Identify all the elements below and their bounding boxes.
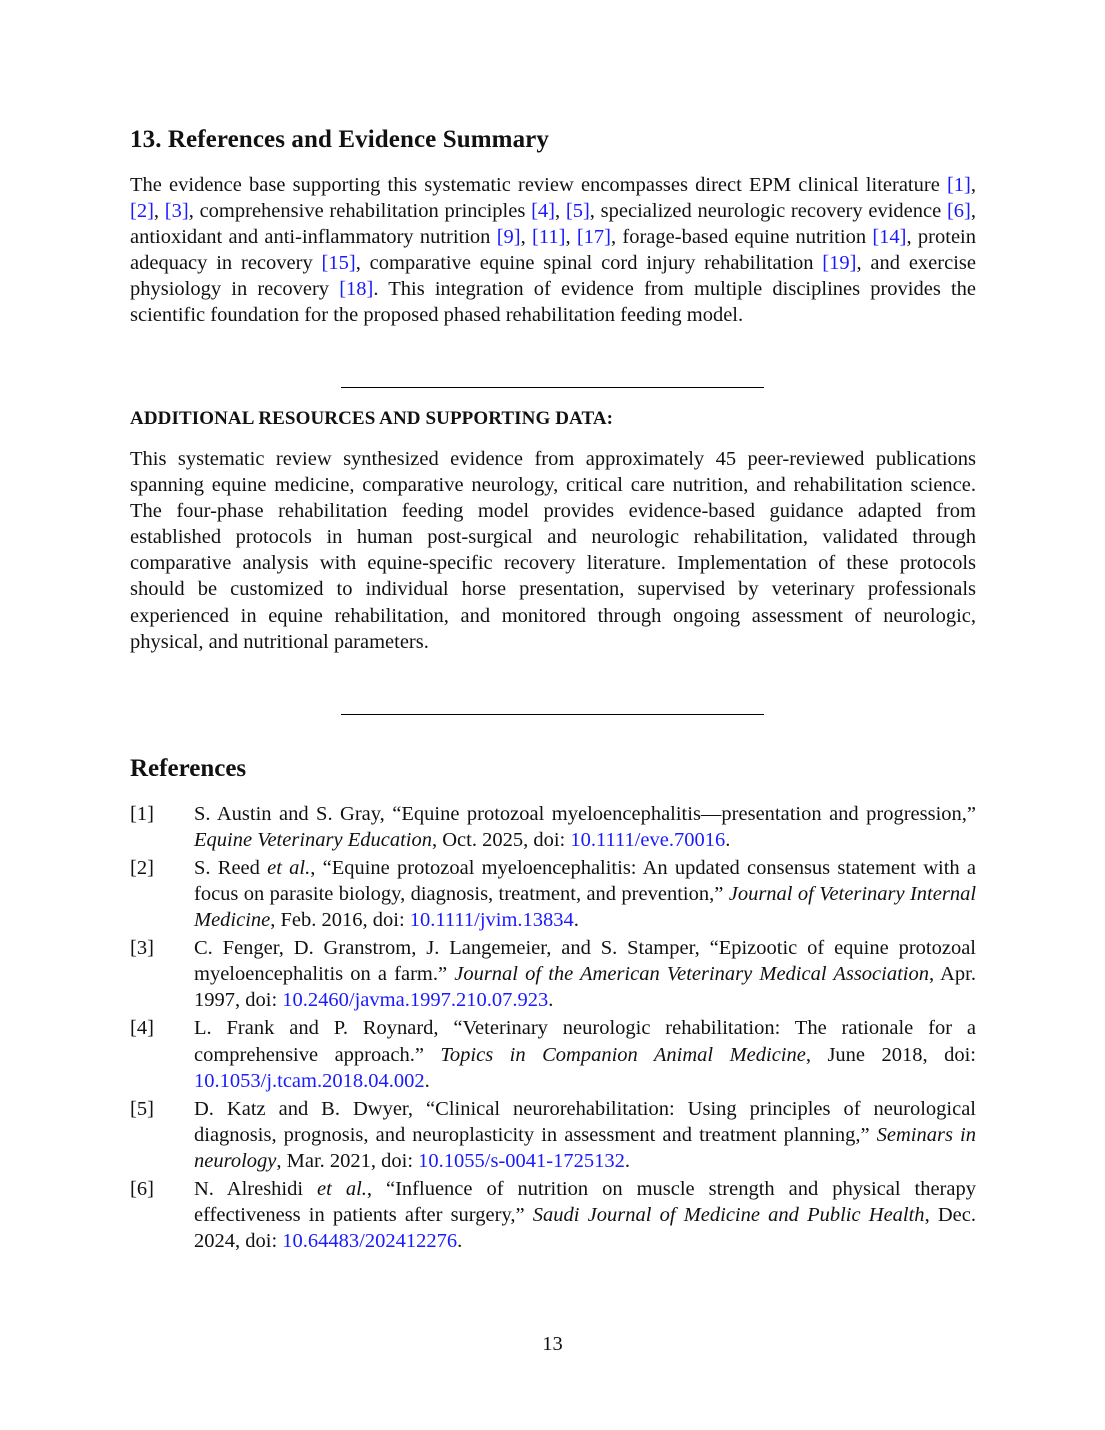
reference-journal: Saudi Journal of Medicine and Public Health — [532, 1203, 925, 1226]
reference-item — [130, 855, 976, 933]
reference-title: “Clinical neurorehabilitation: Using principles of neurological diagnosis, prognosis, and neuroplasticity in assessment and treatment planning,” — [194, 1097, 976, 1146]
reference-end: . — [424, 1069, 430, 1092]
reference-item — [130, 1096, 976, 1174]
reference-title: “Epizootic of equine protozoal myeloencephalitis on a farm.” — [194, 937, 977, 986]
doi-link[interactable]: 10.1111/jvim.13834 — [409, 909, 574, 932]
reference-item — [130, 1015, 976, 1093]
reference-number: [5] — [130, 1097, 154, 1120]
horizontal-rule — [341, 714, 764, 715]
reference-number: [6] — [130, 1177, 154, 1200]
paragraph-text: , comparative equine spinal cord injury rehabilitation — [355, 252, 823, 275]
reference-item — [130, 1176, 976, 1254]
citation-link[interactable]: [17] — [576, 226, 611, 249]
paragraph-text: , forage-based equine nutrition — [611, 226, 873, 249]
reference-number: [2] — [130, 857, 154, 880]
reference-authors: S. Austin and S. Gray, — [194, 803, 393, 825]
reference-end: . — [457, 1229, 463, 1252]
reference-title: , “Influence of nutrition on muscle strength and physical therapy effectiveness in patients after surgery,” — [194, 1177, 976, 1226]
citation-link[interactable]: [2] — [130, 200, 154, 223]
reference-date: , June 2018, doi: — [805, 1043, 976, 1066]
reference-date: , Oct. 2025, doi: — [431, 829, 571, 852]
citation-link[interactable]: [4] — [531, 200, 555, 223]
additional-resources-paragraph: This systematic review synthesized evidence from approximately 45 peer-reviewed publications spanning equine medicine, comparative neurology, critical care nutrition, and rehabilitation science. The four-phase rehabilitation feeding model provides evidence-based guidance adapted from established protocols in human post-surgical and neurologic rehabilitation, validated through comparative analysis with equine-specific recovery literature. Implementation of these protocols should be customized to individual horse presentation, supervised by veterinary professionals experienced in equine rehabilitation, and monitored through ongoing assessment of neurologic, physical, and nutritional parameters. — [130, 448, 976, 653]
citation-link[interactable]: [14] — [872, 226, 907, 249]
paragraph-text: The evidence base supporting this systematic review encompasses direct EPM clinical literature — [130, 174, 947, 196]
reference-item — [130, 935, 976, 1013]
reference-title: “Veterinary neurologic rehabilitation: The rationale for a comprehensive approach.” — [194, 1017, 976, 1066]
reference-authors: N. Alreshidi — [194, 1177, 318, 1200]
reference-number: [3] — [130, 937, 154, 960]
citation-link[interactable]: [5] — [565, 200, 590, 223]
doi-link[interactable]: 10.64483/202412276 — [282, 1229, 458, 1252]
paragraph-text: , — [520, 226, 533, 249]
page-number: 13 — [542, 1333, 563, 1355]
reference-date: , Dec. 2024, doi: — [194, 1203, 976, 1252]
horizontal-rule — [341, 387, 764, 388]
citation-link[interactable]: [9] — [496, 226, 521, 249]
reference-etal: et al. — [267, 857, 311, 880]
reference-journal: Seminars in neurology — [194, 1123, 976, 1172]
paragraph-text: , comprehensive rehabilitation principles — [188, 200, 532, 223]
paragraph-text: , antioxidant and anti-inflammatory nutrition — [130, 200, 977, 249]
reference-authors: D. Katz and B. Dwyer, — [194, 1097, 427, 1120]
section-title: 13. References and Evidence Summary — [130, 126, 549, 153]
citation-link[interactable]: [3] — [164, 200, 189, 223]
paragraph-text: , — [565, 226, 577, 249]
doi-link[interactable]: 10.1055/s-0041-1725132 — [418, 1149, 625, 1172]
reference-date: , Apr. 1997, doi: — [194, 963, 976, 1012]
citation-link[interactable]: [18] — [339, 278, 374, 301]
evidence-summary-paragraph — [130, 172, 976, 329]
doi-link[interactable]: 10.1053/j.tcam.2018.04.002 — [194, 1069, 425, 1092]
reference-end: . — [573, 909, 579, 932]
reference-journal: Journal of the American Veterinary Medical Association — [454, 963, 929, 986]
reference-title: , “Equine protozoal myeloencephalitis: An updated consensus statement with a focus on parasite biology, diagnosis, treatment, and prevention,” — [194, 857, 976, 906]
doi-link[interactable]: 10.2460/javma.1997.210.07.923 — [282, 989, 549, 1012]
reference-journal: Journal of Veterinary Internal Medicine — [194, 883, 977, 932]
reference-end: . — [548, 989, 554, 1012]
reference-number: [1] — [130, 803, 154, 825]
paragraph-text: . This integration of evidence from multiple disciplines provides the scientific foundation for the proposed phased rehabilitation feeding model. — [130, 278, 977, 327]
paragraph-text: , — [555, 200, 566, 223]
paragraph-text: , — [153, 200, 165, 223]
paragraph-text: , specialized neurologic recovery evidence — [589, 200, 947, 223]
paragraph-text: , and exercise physiology in recovery — [130, 252, 976, 301]
paragraph-text: , protein adequacy in recovery — [130, 226, 976, 275]
citation-link[interactable]: [19] — [822, 252, 857, 275]
reference-authors: S. Reed — [194, 857, 268, 880]
reference-journal: Topics in Companion Animal Medicine — [440, 1043, 806, 1066]
reference-item — [130, 801, 976, 853]
citation-link[interactable]: [11] — [532, 226, 566, 249]
reference-date: , Mar. 2021, doi: — [276, 1149, 419, 1172]
doi-link[interactable]: 10.1111/eve.70016 — [570, 829, 726, 852]
citation-link[interactable]: [1] — [946, 174, 971, 196]
reference-title: “Equine protozoal myeloencephalitis—presentation and progression,” — [392, 803, 977, 825]
paragraph-text: , — [970, 174, 976, 196]
reference-number: [4] — [130, 1017, 154, 1040]
citation-link[interactable]: [15] — [321, 252, 356, 275]
reference-authors: C. Fenger, D. Granstrom, J. Langemeier, and S. Stamper, — [194, 937, 710, 960]
reference-authors: L. Frank and P. Roynard, — [194, 1017, 454, 1040]
reference-etal: et al. — [317, 1177, 367, 1200]
citation-link[interactable]: [6] — [946, 200, 971, 223]
references-title: References — [130, 755, 247, 782]
reference-end: . — [725, 829, 731, 852]
reference-journal: Equine Veterinary Education — [194, 829, 432, 852]
reference-end: . — [624, 1149, 630, 1172]
reference-list — [130, 801, 976, 1256]
additional-resources-heading: ADDITIONAL RESOURCES AND SUPPORTING DATA: — [130, 408, 614, 429]
reference-date: , Feb. 2016, doi: — [270, 909, 410, 932]
